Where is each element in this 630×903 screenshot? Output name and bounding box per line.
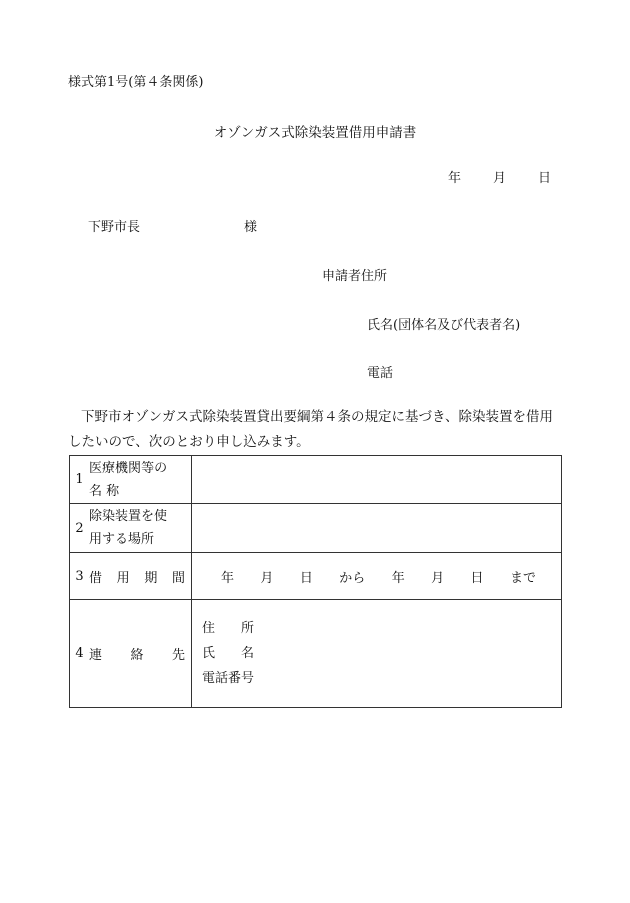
row1-label-char: 医 bbox=[89, 460, 103, 476]
applicant-address-label: 申請者住所 bbox=[322, 269, 388, 284]
row1-label-char: 関 bbox=[128, 460, 142, 476]
application-table bbox=[69, 455, 562, 708]
table-row bbox=[70, 456, 562, 504]
table-row bbox=[70, 553, 562, 600]
period-start-day: 日 bbox=[299, 570, 313, 586]
form-number: 様式第1号(第４条関係) bbox=[68, 75, 204, 90]
period-end-month: 月 bbox=[431, 570, 445, 586]
row1-label-line2 bbox=[89, 480, 185, 503]
body-paragraph: 下野市オゾンガス式除染装置貸出要綱第４条の規定に基づき、除染装置を借用したいので、次のとおり申し込みます。 bbox=[68, 409, 553, 450]
addressee bbox=[88, 216, 257, 235]
row4-label-cell bbox=[70, 600, 192, 708]
row2-value-cell[interactable] bbox=[192, 504, 562, 553]
period-start-month: 月 bbox=[260, 570, 274, 586]
row3-label bbox=[89, 567, 191, 586]
row3-label-char: 借 bbox=[89, 570, 103, 586]
period-end-year: 年 bbox=[391, 570, 405, 586]
row1-label-cell bbox=[70, 456, 192, 504]
row1-label-char: 療 bbox=[102, 460, 116, 476]
row4-label-char: 連 bbox=[89, 648, 103, 663]
date-month: 月 bbox=[493, 171, 507, 186]
applicant-phone-label: 電話 bbox=[367, 366, 394, 381]
addressee-name: 下野市長 bbox=[88, 220, 141, 235]
period-start-year: 年 bbox=[221, 570, 235, 586]
row1-label-line1 bbox=[89, 457, 185, 480]
contact-phone-label: 電話番号 bbox=[202, 671, 255, 686]
row4-number: 4 bbox=[75, 646, 84, 661]
row1-label-char: の bbox=[154, 460, 168, 476]
row3-label-char: 間 bbox=[171, 570, 185, 586]
applicant-name-label: 氏名(団体名及び代表者名) bbox=[367, 318, 521, 333]
date-day: 日 bbox=[538, 171, 552, 186]
contact-name-label: 氏 名 bbox=[202, 646, 255, 661]
row2-label-cell bbox=[70, 504, 192, 553]
row3-value-cell[interactable] bbox=[192, 553, 562, 600]
period-until: まで bbox=[509, 570, 536, 586]
addressee-honorific: 様 bbox=[244, 220, 258, 235]
contact-address-label: 住 所 bbox=[202, 621, 255, 636]
row1-label-char-a: 名 bbox=[89, 483, 103, 499]
document-title: オゾンガス式除染装置借用申請書 bbox=[213, 125, 417, 141]
row3-number: 3 bbox=[75, 568, 84, 584]
row3-label-cell bbox=[70, 553, 192, 600]
table-row bbox=[70, 600, 562, 708]
period-end-day: 日 bbox=[470, 570, 484, 586]
loan-period bbox=[221, 567, 536, 586]
period-from: から bbox=[339, 570, 366, 586]
row3-label-char: 期 bbox=[144, 570, 158, 586]
row1-label-char: 等 bbox=[141, 460, 155, 476]
row2-label-line2: 用する場所 bbox=[89, 532, 155, 547]
table-row bbox=[70, 504, 562, 553]
row4-label-char: 先 bbox=[171, 648, 185, 663]
row1-value-cell[interactable] bbox=[192, 456, 562, 504]
row1-label-char-b: 称 bbox=[106, 483, 120, 499]
row1-label-char: 機 bbox=[115, 460, 129, 476]
row4-label-char: 絡 bbox=[130, 648, 144, 663]
date-year: 年 bbox=[448, 171, 462, 186]
row3-label-char: 用 bbox=[116, 570, 130, 586]
row4-value-cell[interactable] bbox=[192, 600, 562, 708]
date-line bbox=[448, 167, 551, 186]
row2-label-line1: 除染装置を使 bbox=[89, 509, 168, 524]
row4-label bbox=[89, 644, 191, 663]
row1-number: 1 bbox=[75, 472, 84, 487]
row2-number: 2 bbox=[75, 520, 84, 536]
